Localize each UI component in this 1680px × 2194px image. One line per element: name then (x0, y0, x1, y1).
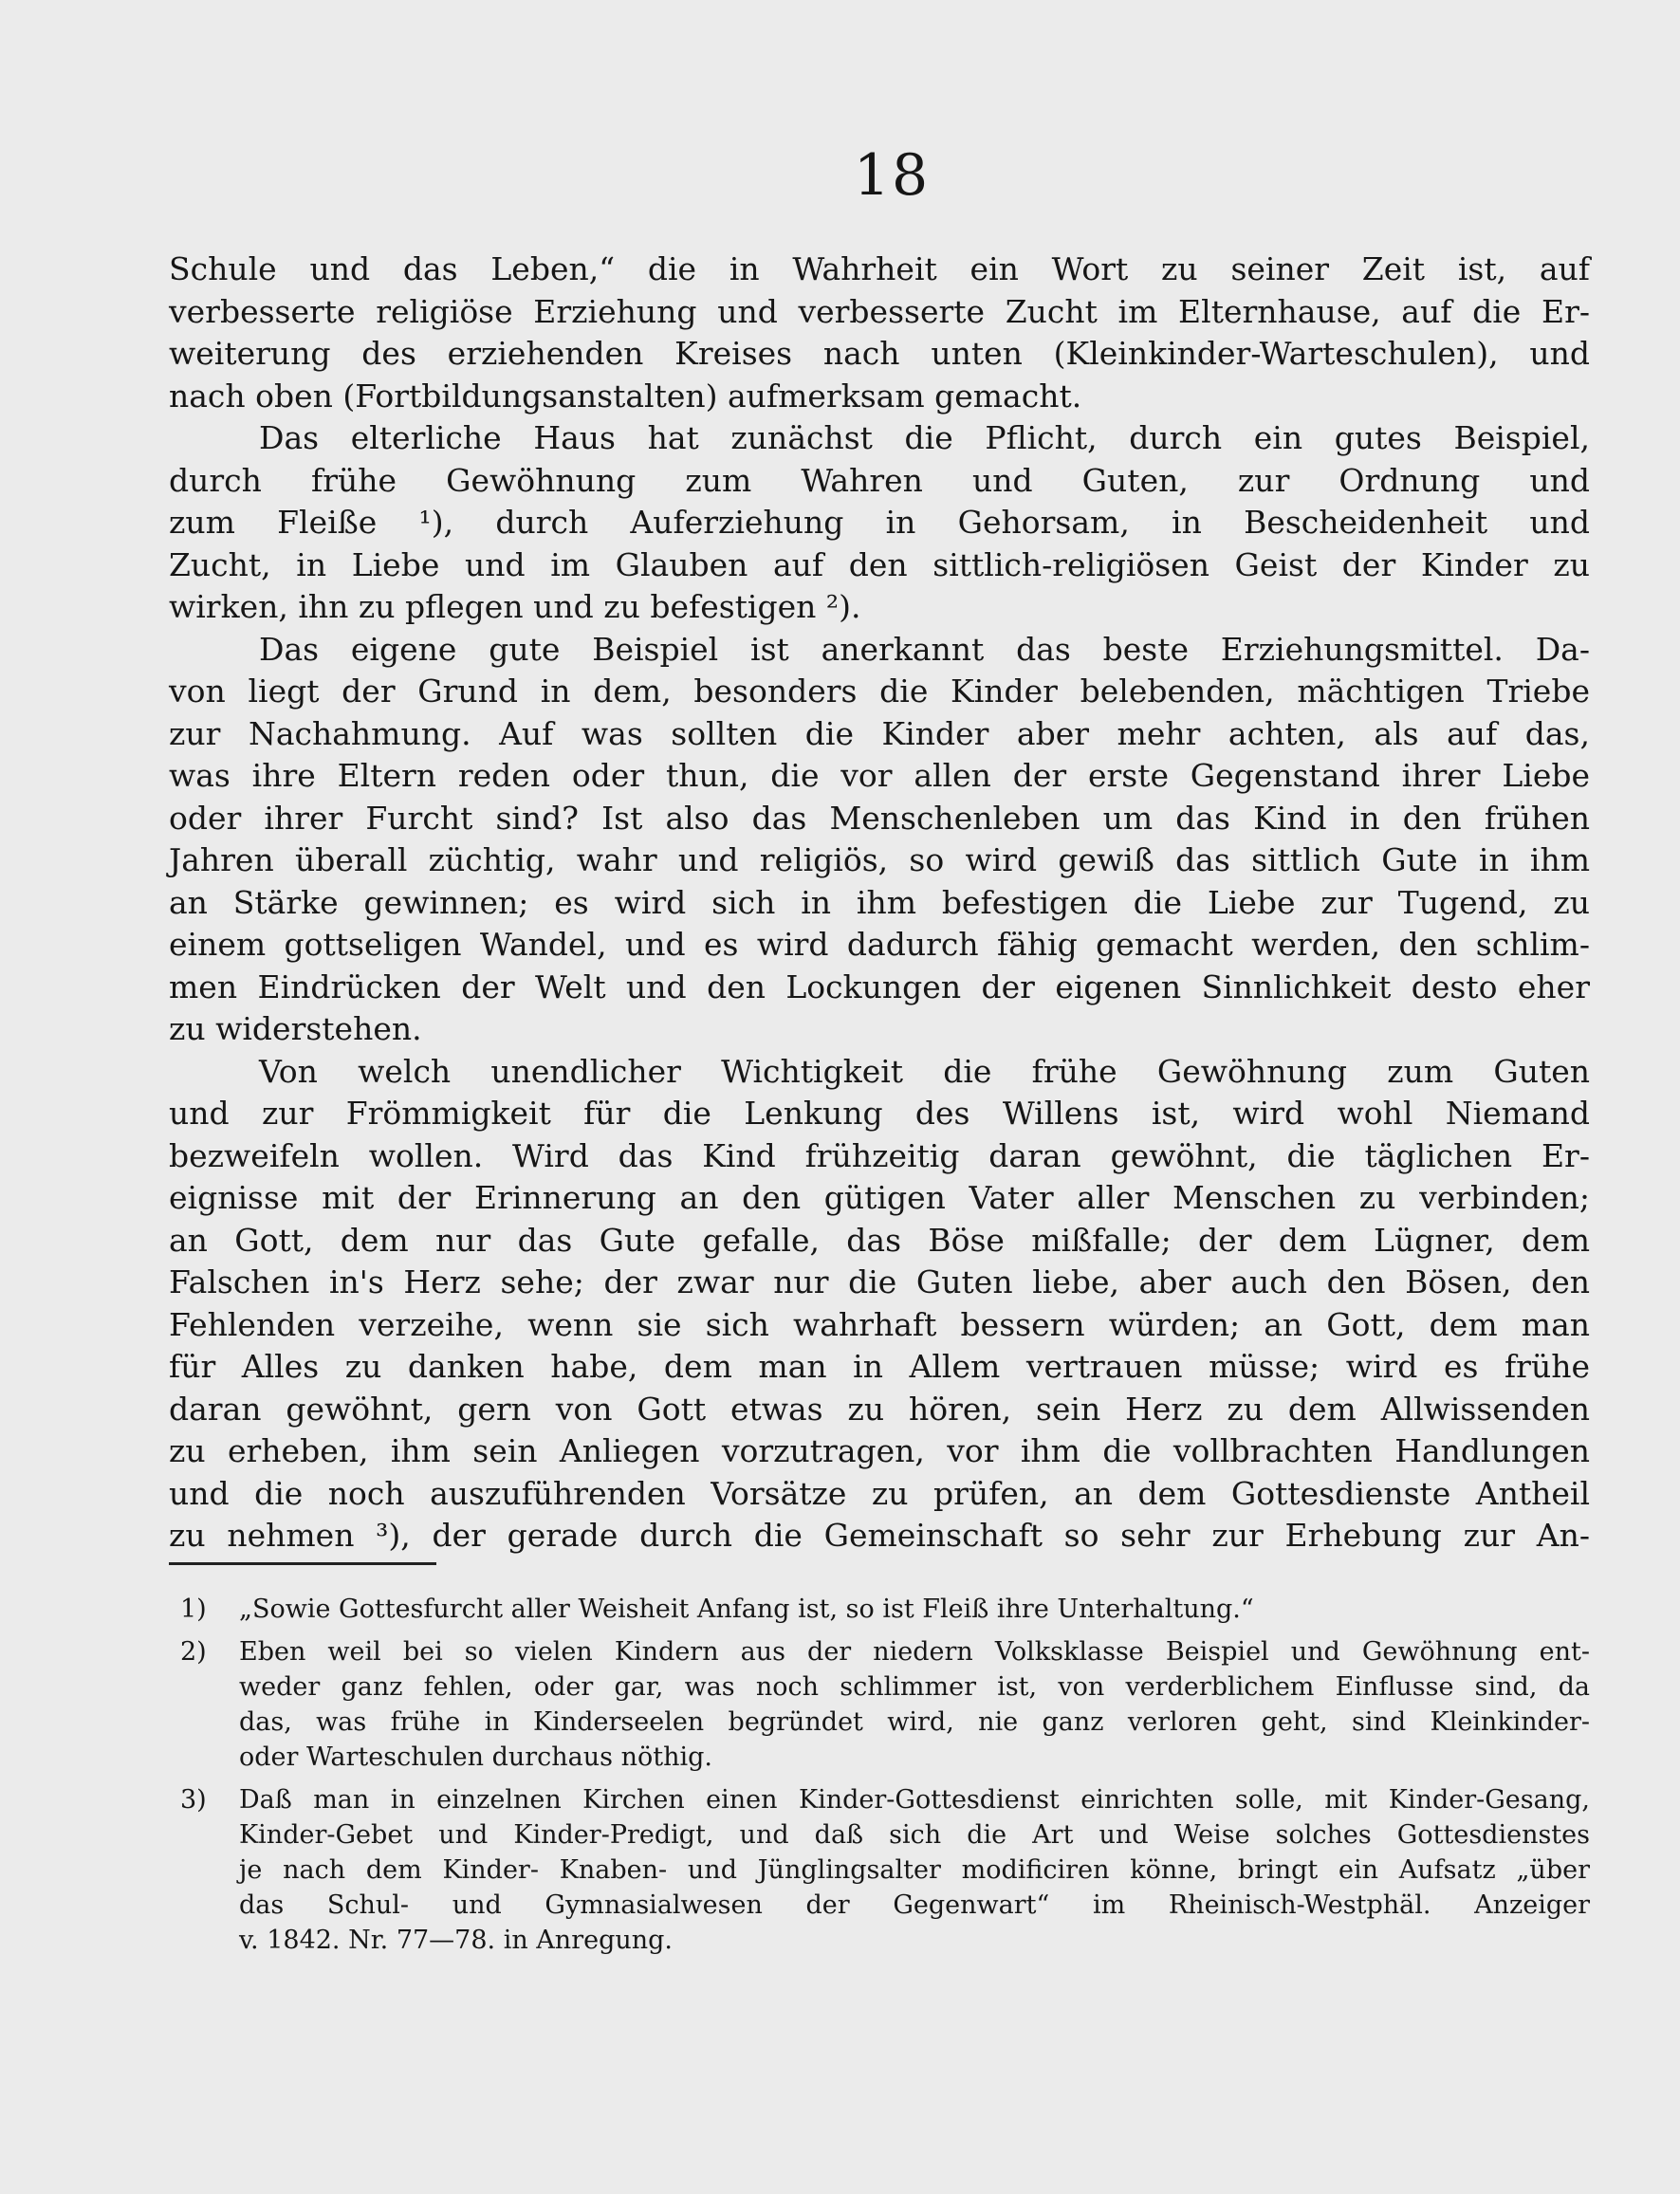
text-line: Falschen in's Herz sehe; der zwar nur die Guten liebe, aber auch den Bösen, den (169, 1263, 1590, 1300)
paragraph-3 (169, 629, 1590, 1051)
paragraph-2 (169, 417, 1590, 629)
text-line: an Gott, dem nur das Gute gefalle, das Böse mißfalle; der dem Lügner, dem (169, 1221, 1590, 1259)
text-line: zur Nachahmung. Auf was sollten die Kinder aber mehr achten, als auf das, (169, 714, 1590, 752)
footnote-line: „Sowie Gottesfurcht aller Weisheit Anfang ist, so ist Fleiß ihre Unterhaltung.“ (239, 1595, 1254, 1624)
footnote-1 (180, 1592, 1590, 1627)
text-line: zu nehmen ³), der gerade durch die Gemeinschaft so sehr zur Erhebung zur An- (169, 1517, 1590, 1554)
text-line: Zucht, in Liebe und im Glauben auf den sittlich-religiösen Geist der Kinder zu (169, 545, 1590, 583)
text-line: weiterung des erziehenden Kreises nach unten (Kleinkinder-Warteschulen), und (169, 335, 1590, 372)
text-line: daran gewöhnt, gern von Gott etwas zu hören, sein Herz zu dem Allwissenden (169, 1390, 1590, 1428)
text-line: Das eigene gute Beispiel ist anerkannt das beste Erziehungsmittel. Da- (259, 630, 1590, 668)
footnote-line: je nach dem Kinder- Knaben- und Jünglingsalter modificiren könne, bringt ein Aufsatz „über (239, 1855, 1590, 1885)
text-line: und zur Frömmigkeit für die Lenkung des Willens ist, wird wohl Niemand (169, 1095, 1590, 1132)
footnote-line: Eben weil bei so vielen Kindern aus der niedern Volksklasse Beispiel und Gewöhnung ent- (239, 1637, 1590, 1667)
text-line: für Alles zu danken habe, dem man in Allem vertrauen müsse; wird es frühe (169, 1348, 1590, 1385)
text-line: oder ihrer Furcht sind? Ist also das Menschenleben um das Kind in den frühen (169, 799, 1590, 837)
footnote-marker: 3) (180, 1785, 207, 1815)
footnote-line: oder Warteschulen durchaus nöthig. (239, 1742, 712, 1772)
footnote-marker: 1) (180, 1595, 207, 1624)
footnote-2 (180, 1634, 1590, 1775)
text-line: wirken, ihn zu pflegen und zu befestigen ²). (169, 588, 861, 625)
footnote-line: das Schul- und Gymnasialwesen der Gegenwart“ im Rheinisch-Westphäl. Anzeiger (239, 1890, 1590, 1920)
text-line: Von welch unendlicher Wichtigkeit die frühe Gewöhnung zum Guten (259, 1052, 1590, 1090)
text-line: verbesserte religiöse Erziehung und verbesserte Zucht im Elternhause, auf die Er- (169, 292, 1590, 330)
footnote-line: Kinder-Gebet und Kinder-Predigt, und daß sich die Art und Weise solches Gottesdienstes (239, 1820, 1590, 1850)
text-line: Fehlenden verzeihe, wenn sie sich wahrhaft bessern würden; an Gott, dem man (169, 1305, 1590, 1343)
page-number: 18 (853, 142, 931, 209)
text-line: an Stärke gewinnen; es wird sich in ihm befestigen die Liebe zur Tugend, zu (169, 883, 1590, 921)
main-text (169, 249, 1590, 1558)
footnote-line: weder ganz fehlen, oder gar, was noch schlimmer ist, von verderblichem Einflusse sind, da (239, 1672, 1590, 1702)
text-line: Jahren überall züchtig, wahr und religiös, so wird gewiß das sittlich Gute in ihm (169, 841, 1590, 878)
text-line: zu widerstehen. (169, 1010, 422, 1047)
text-line: was ihre Eltern reden oder thun, die vor allen der erste Gegenstand ihrer Liebe (169, 757, 1590, 794)
paragraph-1 (169, 249, 1590, 417)
text-line: einem gottseligen Wandel, und es wird dadurch fähig gemacht werden, den schlim- (169, 926, 1590, 963)
text-line: von liegt der Grund in dem, besonders die Kinder belebenden, mächtigen Triebe (169, 673, 1590, 710)
footnote-line: Daß man in einzelnen Kirchen einen Kinder-Gottesdienst einrichten solle, mit Kinder-Gesang, (239, 1785, 1590, 1815)
text-line: Schule und das Leben,“ die in Wahrheit ein Wort zu seiner Zeit ist, auf (169, 250, 1590, 287)
footnote-line: das, was frühe in Kinderseelen begründet wird, nie ganz verloren geht, sind Kleinkinder- (239, 1707, 1590, 1737)
text-line: men Eindrücken der Welt und den Lockungen der eigenen Sinnlichkeit desto eher (169, 968, 1590, 1005)
paragraph-4 (169, 1051, 1590, 1558)
text-line: zum Fleiße ¹), durch Auferziehung in Gehorsam, in Bescheidenheit und (169, 504, 1590, 541)
text-line: nach oben (Fortbildungsanstalten) aufmerksam gemacht. (169, 377, 1082, 415)
footnotes (180, 1592, 1590, 1965)
footnote-3 (180, 1782, 1590, 1958)
footnote-divider (169, 1562, 436, 1565)
text-line: eignisse mit der Erinnerung an den gütigen Vater aller Menschen zu verbinden; (169, 1179, 1590, 1216)
text-line: und die noch auszuführenden Vorsätze zu prüfen, an dem Gottesdienste Antheil (169, 1474, 1590, 1512)
footnote-marker: 2) (180, 1637, 207, 1667)
text-line: bezweifeln wollen. Wird das Kind frühzeitig daran gewöhnt, die täglichen Er- (169, 1136, 1590, 1174)
text-line: zu erheben, ihm sein Anliegen vorzutragen, vor ihm die vollbrachten Handlungen (169, 1432, 1590, 1469)
footnote-line: v. 1842. Nr. 77—78. in Anregung. (239, 1926, 674, 1955)
text-line: Das elterliche Haus hat zunächst die Pflicht, durch ein gutes Beispiel, (259, 419, 1590, 456)
text-line: durch frühe Gewöhnung zum Wahren und Guten, zur Ordnung und (169, 461, 1590, 499)
